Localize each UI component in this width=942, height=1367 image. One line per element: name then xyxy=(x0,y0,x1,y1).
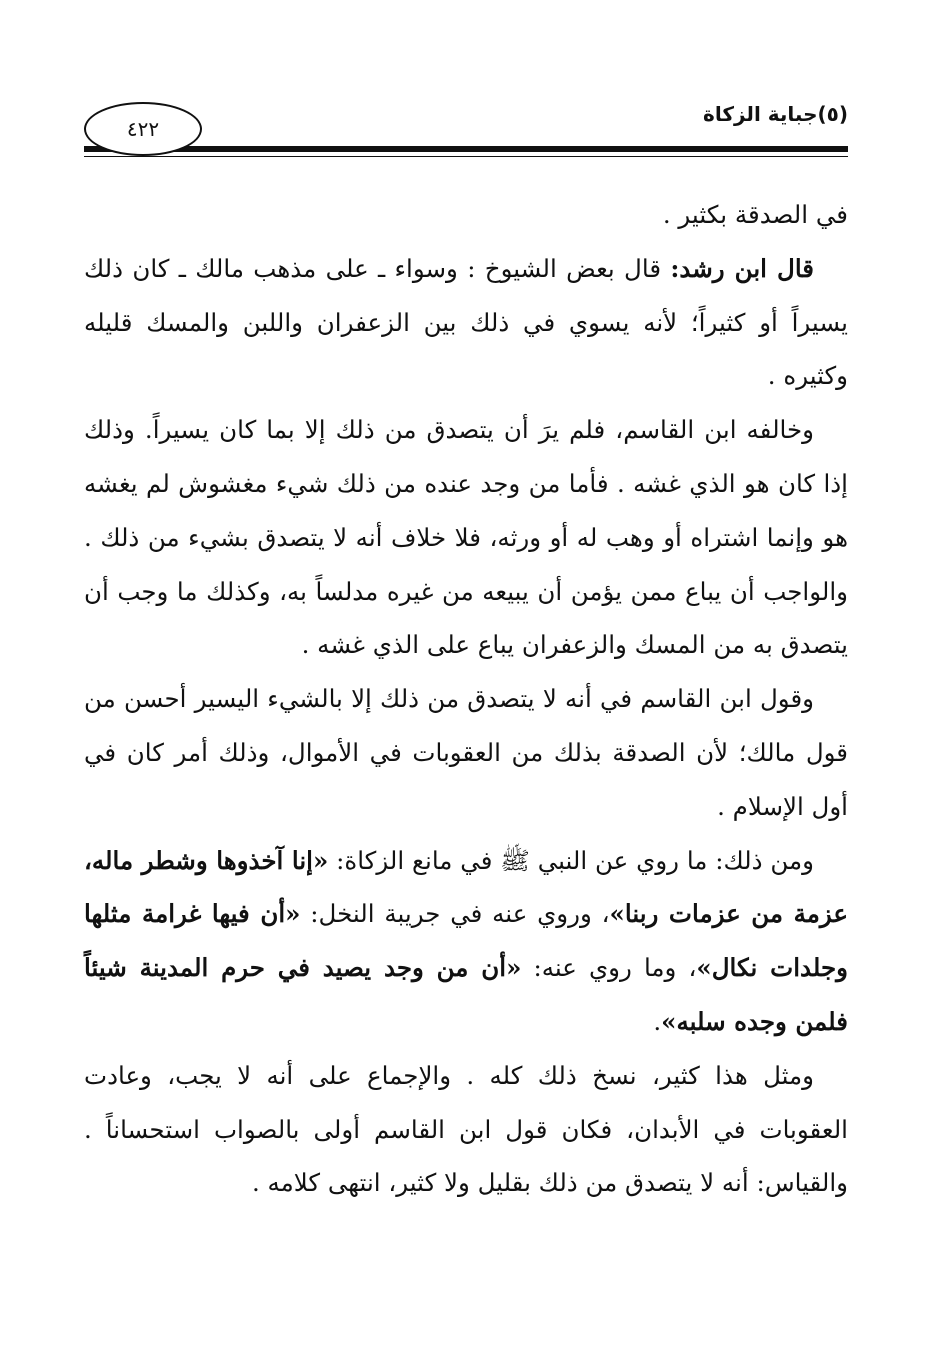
ibn-rushd-heading: قال ابن رشد: xyxy=(670,253,814,283)
page-number: ٤٢٢ xyxy=(84,102,202,156)
page-header xyxy=(84,96,848,168)
header-rule-thin xyxy=(84,156,848,157)
paragraph-4: وقول ابن القاسم في أنه لا يتصدق من ذلك إلا بالشيء اليسير أحسن من قول مالك؛ لأن الصدقة بذلك من العقوبات في الأموال، وذلك أمر كان في أول الإسلام . xyxy=(84,684,848,821)
paragraph-5-text-a: ومن ذلك: ما روي عن النبي ﷺ في مانع الزكاة: xyxy=(328,845,815,875)
paragraph-5 xyxy=(84,834,848,1049)
paragraph-2-text: قال بعض الشيوخ : وسواء ـ على مذهب مالك ـ كان ذلك يسيراً أو كثيراً؛ لأنه يسوي في ذلك بين الزعفران واللبن والمسك قليله وكثيره . xyxy=(84,253,848,391)
hadith-quote-1: «إنا آخذوها وشطر ماله، عزمة من عزمات ربنا» xyxy=(84,845,849,929)
header-rule-thick xyxy=(84,146,848,152)
paragraph-5-text-g: . xyxy=(653,1006,662,1036)
book-title: (٥)جباية الزكاة xyxy=(703,102,848,126)
page-body xyxy=(84,188,848,1210)
paragraph-1: في الصدقة بكثير . xyxy=(662,200,848,229)
paragraph-5-text-c: ، وروي عنه في جريبة النخل: xyxy=(300,899,610,929)
paragraph-6: ومثل هذا كثير، نسخ ذلك كله . والإجماع على أنه لا يجب، وعادت العقوبات في الأبدان، فكان قول ابن القاسم أولى بالصواب استحساناً . والقياس: أنه لا يتصدق من ذلك بقليل ولا كثير، انتهى كلامه . xyxy=(84,1060,848,1198)
hadith-quote-2: «أن فيها غرامة مثلها وجلدات نكال» xyxy=(84,899,849,983)
paragraph-2 xyxy=(84,242,848,403)
hadith-quote-3: «أن من وجد يصيد في حرم المدينة شيئاً فلمن وجده سلبه» xyxy=(84,953,848,1036)
paragraph-3: وخالفه ابن القاسم، فلم يرَ أن يتصدق من ذلك إلا بما كان يسيراً. وذلك إذا كان هو الذي غشه . فأما من وجد عنده من ذلك شيء مغشوش لم يغشه هو وإنما اشتراه أو وهب له أو ورثه، فلا خلاف أنه لا يتصدق بشيء من ذلك . والواجب أن يباع ممن يؤمن أن يبيعه من غيره مدلساً به، وكذلك ما وجب أن يتصدق به من المسك والزعفران يباع على الذي غشه . xyxy=(84,415,848,660)
paragraph-5-text-e: ، وما روي عنه: xyxy=(521,953,697,983)
